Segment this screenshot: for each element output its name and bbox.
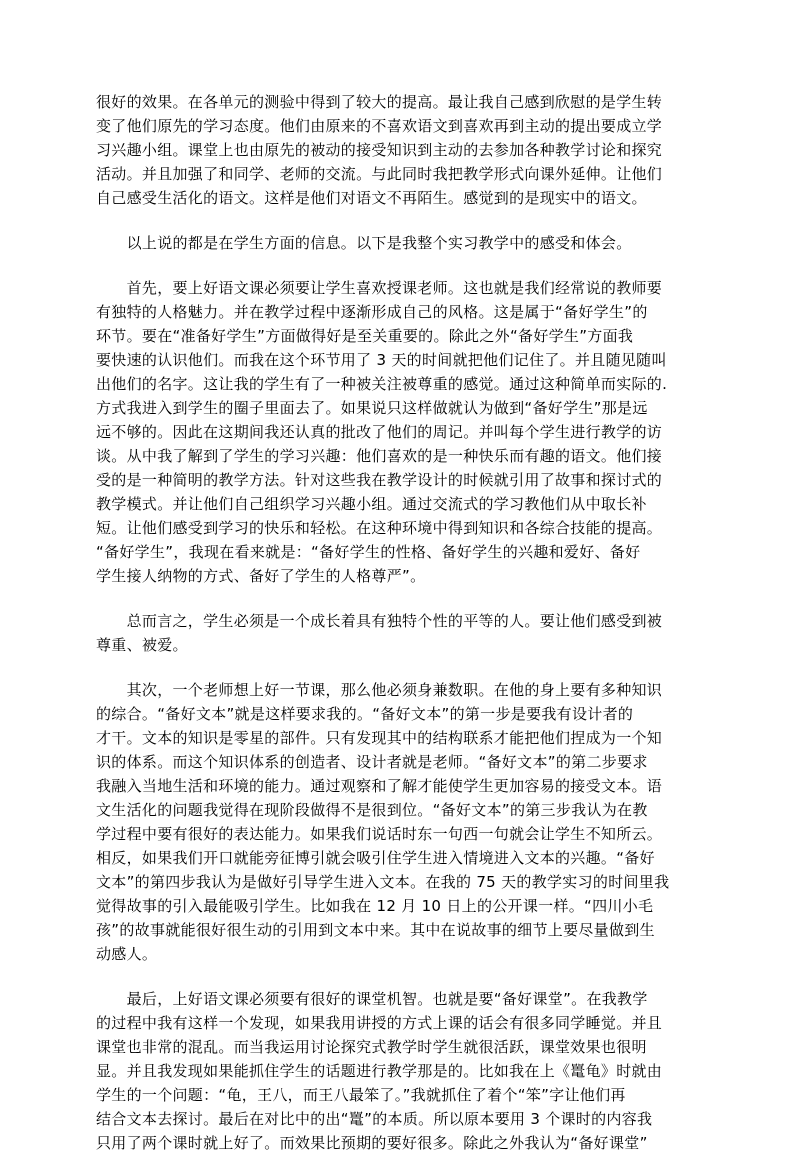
text-line: 有独特的人格魅力。并在教学过程中逐渐形成自己的风格。这是属于“备好学生”的 xyxy=(96,303,648,321)
text-line: 谈。从中我了解到了学生的学习兴趣：他们喜欢的是一种快乐而有趣的语文。他们接 xyxy=(96,447,663,465)
text-line: 出他们的名字。这让我的学生有了一种被关注被尊重的感觉。通过这种简单而实际的. xyxy=(96,375,668,393)
paragraph-1 xyxy=(96,90,700,210)
text-line: 动感人。 xyxy=(96,945,158,963)
text-line: 其次，一个老师想上好一节课，那么他必须身兼数职。在他的身上要有多种知识 xyxy=(96,681,663,699)
text-line: 以上说的都是在学生方面的信息。以下是我整个实习教学中的感受和体会。 xyxy=(96,234,632,252)
text-line: 首先，要上好语文课必须要让学生喜欢授课老师。这也就是我们经常说的教师要 xyxy=(96,279,663,297)
text-line: 我融入当地生活和环境的能力。通过观察和了解才能使学生更加容易的接受文本。语 xyxy=(96,777,663,795)
paragraph-6 xyxy=(96,987,700,1155)
text-line: 文本”的第四步我认为是做好引导学生进入文本。在我的 75 天的教学实习的时间里我 xyxy=(96,873,670,891)
text-line: 变了他们原先的学习态度。他们由原来的不喜欢语文到喜欢再到主动的提出要成立学 xyxy=(96,117,663,135)
document-page xyxy=(96,90,700,1176)
text-line: 要快速的认识他们。而我在这个环节用了 3 天的时间就把他们记住了。并且随见随叫 xyxy=(96,351,667,369)
text-line: 结合文本去探讨。最后在对比中的出“鼍”的本质。所以原本要用 3 个课时的内容我 xyxy=(96,1110,653,1128)
text-line: 只用了两个课时就上好了。而效果比预期的要好很多。除此之外我认为“备好课堂” xyxy=(96,1134,648,1152)
paragraph-4 xyxy=(96,609,700,657)
text-line: 才干。文本的知识是零星的部件。只有发现其中的结构联系才能把他们捏成为一个知 xyxy=(96,729,663,747)
text-line: “备好学生”，我现在看来就是：“备好学生的性格、备好学生的兴趣和爱好、备好 xyxy=(96,543,641,561)
text-line: 很好的效果。在各单元的测验中得到了较大的提高。最让我自己感到欣慰的是学生转 xyxy=(96,93,663,111)
text-line: 学生的一个问题：“龟，王八，而王八最笨了。”我就抓住了着个“笨”字让他们再 xyxy=(96,1086,626,1104)
text-line: 的过程中我有这样一个发现，如果我用讲授的方式上课的话会有很多同学睡觉。并且 xyxy=(96,1014,663,1032)
text-line: 受的是一种简明的教学方法。针对这些我在教学设计的时候就引用了故事和探讨式的 xyxy=(96,471,663,489)
text-line: 学生接人纳物的方式、备好了学生的人格尊严”。 xyxy=(96,567,426,585)
text-line: 显。并且我发现如果能抓住学生的话题进行教学那是的。比如我在上《鼍龟》时就由 xyxy=(96,1062,663,1080)
text-line: 尊重、被爱。 xyxy=(96,636,188,654)
text-line: 短。让他们感受到学习的快乐和轻松。在这种环境中得到知识和各综合技能的提高。 xyxy=(96,519,663,537)
text-line: 相反，如果我们开口就能旁征博引就会吸引住学生进入情境进入文本的兴趣。“备好 xyxy=(96,849,655,867)
text-line: 活动。并且加强了和同学、老师的交流。与此同时我把教学形式向课外延伸。让他们 xyxy=(96,165,663,183)
text-line: 总而言之，学生必须是一个成长着具有独特个性的平等的人。要让他们感受到被 xyxy=(96,612,663,630)
text-line: 教学模式。并让他们自己组织学习兴趣小组。通过交流式的学习教他们从中取长补 xyxy=(96,495,647,513)
text-line: 方式我进入到学生的圈子里面去了。如果说只这样做就认为做到“备好学生”那是远 xyxy=(96,399,648,417)
text-line: 的综合。“备好文本”就是这样要求我的。“备好文本”的第一步是要我有设计者的 xyxy=(96,705,634,723)
text-line: 环节。要在“准备好学生”方面做得好是至关重要的。除此之外“备好学生”方面我 xyxy=(96,327,634,345)
paragraph-5 xyxy=(96,678,700,966)
paragraph-3 xyxy=(96,276,700,588)
paragraph-2 xyxy=(96,231,700,255)
text-line: 自己感受生活化的语文。这样是他们对语文不再陌生。感觉到的是现实中的语文。 xyxy=(96,189,647,207)
text-line: 学过程中要有很好的表达能力。如果我们说话时东一句西一句就会让学生不知所云。 xyxy=(96,825,663,843)
text-line: 孩”的故事就能很好很生动的引用到文本中来。其中在说故事的细节上要尽量做到生 xyxy=(96,921,655,939)
text-line: 最后，上好语文课必须要有很好的课堂机智。也就是要“备好课堂”。在我教学 xyxy=(96,990,648,1008)
text-line: 习兴趣小组。课堂上也由原先的被动的接受知识到主动的去参加各种教学讨论和探究 xyxy=(96,141,663,159)
text-line: 识的体系。而这个知识体系的创造者、设计者就是老师。“备好文本”的第二步要求 xyxy=(96,753,648,771)
text-line: 觉得故事的引入最能吸引学生。比如我在 12 月 10 日上的公开课一样。“四川小毛 xyxy=(96,897,654,915)
text-line: 课堂也非常的混乱。而当我运用讨论探究式教学时学生就很活跃，课堂效果也很明 xyxy=(96,1038,647,1056)
text-line: 文生活化的问题我觉得在现阶段做得不是很到位。“备好文本”的第三步我认为在教 xyxy=(96,801,648,819)
text-line: 远不够的。因此在这期间我还认真的批改了他们的周记。并叫每个学生进行教学的访 xyxy=(96,423,663,441)
